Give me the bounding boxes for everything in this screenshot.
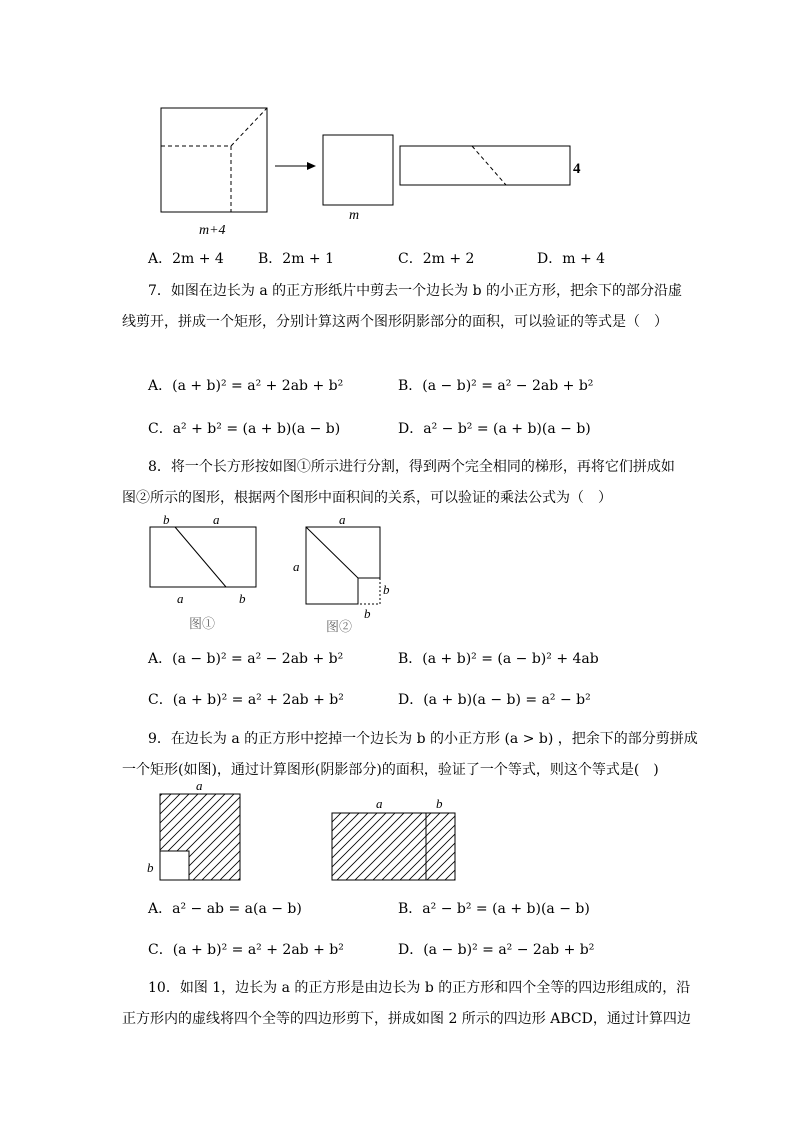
q6-arrow-head — [307, 162, 316, 170]
q6-figure — [150, 98, 590, 240]
q8-option-d: D．(a + b)(a − b) = a² − b² — [398, 692, 591, 708]
q9-option-b: B．a² − b² = (a + b)(a − b) — [398, 901, 590, 917]
q6-rectangle — [400, 146, 570, 185]
q9-option-a: A．a² − ab = a(a − b) — [148, 901, 302, 917]
q9-fig1-removed-square — [160, 851, 189, 880]
q6-big-square — [161, 108, 267, 212]
q8-fig2-a-top: a — [339, 512, 346, 527]
q7-option-c: C．a² + b² = (a + b)(a − b) — [148, 421, 341, 437]
q8-fig1-cut — [175, 527, 226, 587]
q7-option-b: B．(a − b)² = a² − 2ab + b² — [398, 378, 594, 394]
q8-fig2-b-bottom: b — [364, 606, 371, 621]
q8-fig1-b-bottom: b — [239, 591, 246, 606]
q10-stem-line1: 10．如图 1，边长为 a 的正方形是由边长为 b 的正方形和四个全等的四边形组成的，沿 — [148, 980, 691, 996]
q9-fig2-rect — [332, 813, 455, 880]
q7-option-a: A．(a + b)² = a² + 2ab + b² — [148, 378, 344, 394]
q8-fig2-a-left: a — [293, 559, 300, 574]
q6-label-m: m — [349, 208, 360, 223]
q6-label-4: 4 — [573, 161, 581, 177]
q9-stem-line1: 9．在边长为 a 的正方形中挖掉一个边长为 b 的小正方形 (a > b) ，把余下的部分剪拼成 — [148, 731, 698, 747]
q9-fig1-label-a: a — [196, 780, 203, 793]
q8-fig2-dotted-square — [358, 578, 380, 604]
q9-fig2-label-b: b — [436, 796, 443, 811]
q8-fig2-cut — [306, 527, 358, 578]
q8-option-c: C．(a + b)² = a² + 2ab + b² — [148, 692, 344, 708]
q6-option-a: A．2m + 4 — [148, 251, 224, 267]
q9-figure — [140, 780, 470, 886]
q9-fig1-label-b: b — [147, 860, 154, 875]
q8-fig1-caption: 图① — [189, 616, 216, 631]
q6-dash-diag — [231, 108, 267, 146]
q6-rect-dash — [472, 146, 506, 185]
q8-figure-1 — [145, 510, 270, 632]
q6-option-b: B．2m + 1 — [258, 251, 335, 267]
q6-square-m — [323, 135, 393, 205]
q8-fig1-a-top: a — [213, 512, 220, 527]
q6-option-d: D．m + 4 — [537, 251, 606, 267]
q6-option-c: C．2m + 2 — [398, 251, 475, 267]
q8-stem-line2: 图②所示的图形，根据两个图形中面积间的关系，可以验证的乘法公式为（ ） — [122, 490, 612, 506]
q7-option-d: D．a² − b² = (a + b)(a − b) — [398, 421, 591, 437]
q6-label-m4: m+4 — [199, 223, 226, 238]
q8-option-b: B．(a + b)² = (a − b)² + 4ab — [398, 651, 599, 667]
q7-stem-line1: 7．如图在边长为 a 的正方形纸片中剪去一个边长为 b 的小正方形，把余下的部分沿虚 — [148, 283, 683, 299]
q8-fig1-rect — [150, 527, 256, 587]
q8-option-a: A．(a − b)² = a² − 2ab + b² — [148, 651, 344, 667]
q7-stem-line2: 线剪开，拼成一个矩形，分别计算这两个图形阴影部分的面积，可以验证的等式是（ ） — [122, 314, 668, 330]
q8-fig1-a-bottom: a — [177, 591, 184, 606]
q8-fig1-b-top: b — [163, 512, 170, 527]
q8-figure-2 — [286, 510, 396, 635]
q9-fig2-label-a: a — [376, 796, 383, 811]
q9-option-d: D．(a − b)² = a² − 2ab + b² — [398, 942, 595, 958]
q8-fig2-b-right: b — [383, 582, 390, 597]
q9-stem-line2: 一个矩形(如图)，通过计算图形(阴影部分)的面积，验证了一个等式，则这个等式是( ) — [122, 762, 659, 778]
q10-stem-line2: 正方形内的虚线将四个全等的四边形剪下，拼成如图 2 所示的四边形 ABCD，通过计算四边 — [122, 1011, 691, 1027]
q9-option-c: C．(a + b)² = a² + 2ab + b² — [148, 942, 344, 958]
q8-stem-line1: 8．将一个长方形按如图①所示进行分割，得到两个完全相同的梯形，再将它们拼成如 — [148, 459, 675, 475]
q8-fig2-caption: 图② — [326, 619, 353, 634]
